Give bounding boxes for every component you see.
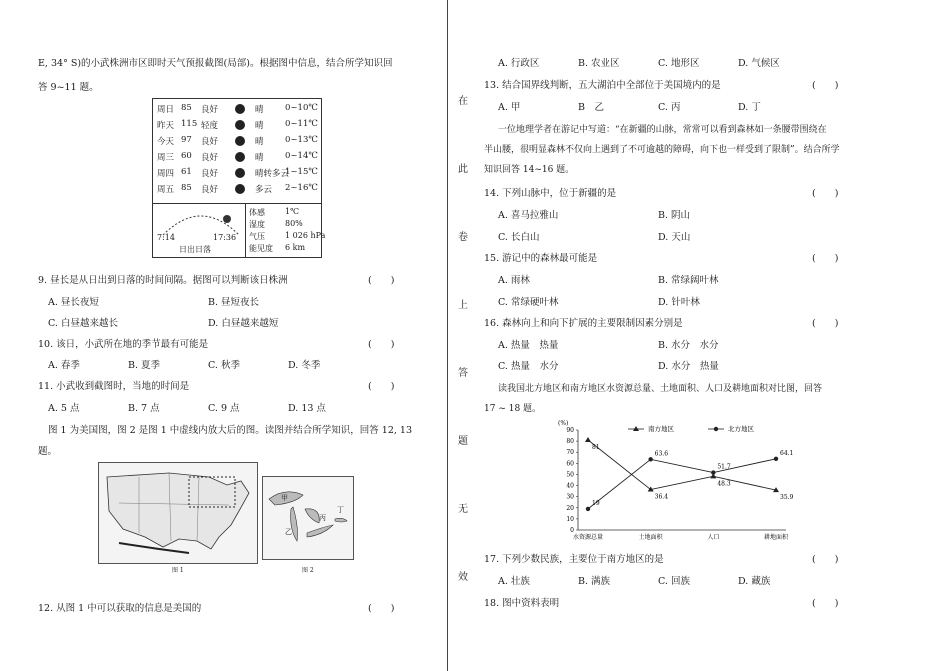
map-intro-2: 题。 <box>38 446 58 457</box>
passage-line-3: 知识回答 14~16 题。 <box>484 165 575 175</box>
intro-line-1: E, 34° S)的小武株洲市区即时天气预报截图(局部)。根据图中信息，结合所学知识回 <box>38 58 393 69</box>
q14-option-d[interactable]: D. 天山 <box>658 232 691 243</box>
q13-option-d[interactable]: D. 丁 <box>738 102 761 113</box>
q10-option-c[interactable]: C. 秋季 <box>208 360 240 371</box>
y-tick-label: 50 <box>566 471 574 479</box>
detail-value: 1 026 hPa <box>285 231 326 240</box>
q14-stem: 14. 下列山脉中，位于新疆的是 <box>484 188 617 199</box>
q16-option-a[interactable]: A. 热量 热量 <box>498 340 559 351</box>
sun-icon <box>235 184 245 194</box>
weather-q: 良好 <box>201 169 219 179</box>
sun-icon <box>235 168 245 178</box>
weather-forecast-box <box>152 98 326 258</box>
legend-label: 北方地区 <box>728 425 754 433</box>
x-tick-label: 人口 <box>707 534 720 541</box>
binding-char: 效 <box>458 572 468 583</box>
q12-paren: ( ) <box>368 603 395 614</box>
sun-icon <box>235 152 245 162</box>
q13-stem: 13. 结合国界线判断，五大湖泊中全部位于美国境内的是 <box>484 80 721 91</box>
q12-stem: 12. 从图 1 中可以获取的信息是美国的 <box>38 603 202 614</box>
q10-stem: 10. 该日，小武所在地的季节最有可能是 <box>38 339 209 350</box>
q9-option-a[interactable]: A. 昼长夜短 <box>48 297 99 308</box>
page-divider <box>447 0 448 671</box>
q11-option-b[interactable]: B. 7 点 <box>128 403 160 414</box>
detail-divider <box>245 203 246 257</box>
sun-icon <box>235 136 245 146</box>
map-intro-1: 图 1 为美国图，图 2 是图 1 中虚线内放大后的图。读图并结合所学知识，回答 12, 13 <box>48 425 412 436</box>
data-label: 64.1 <box>780 449 794 457</box>
sun-icon <box>235 120 245 130</box>
passage-line-1: 一位地理学者在游记中写道：“在新疆的山脉，常常可以看到森林如一条腰带围绕在 <box>498 125 827 135</box>
q16-option-b[interactable]: B. 水分 水分 <box>658 340 719 351</box>
binding-char: 无 <box>458 504 468 515</box>
y-tick-label: 80 <box>566 438 574 446</box>
q16-stem: 16. 森林向上和向下扩展的主要限制因素分别是 <box>484 318 683 329</box>
weather-divider <box>153 203 321 204</box>
q12-option-c[interactable]: C. 地形区 <box>658 58 700 69</box>
weather-desc: 晴转多云 <box>255 169 290 179</box>
q17-option-b[interactable]: B. 满族 <box>578 576 611 587</box>
detail-label: 气压 <box>249 232 265 241</box>
y-tick-label: 70 <box>566 449 574 457</box>
data-label: 51.7 <box>717 463 731 471</box>
q17-option-a[interactable]: A. 壮族 <box>498 576 530 587</box>
q14-option-a[interactable]: A. 喜马拉雅山 <box>498 210 559 221</box>
data-point-north <box>648 457 652 461</box>
intro-line-2: 答 9~11 题。 <box>38 82 99 93</box>
q16-option-c[interactable]: C. 热量 水分 <box>498 361 559 372</box>
sun-icon <box>235 104 245 114</box>
data-label: 81 <box>592 444 600 451</box>
sun-position-icon <box>223 215 231 223</box>
data-label: 36.4 <box>654 493 669 501</box>
weather-day: 今天 <box>157 137 175 147</box>
detail-label: 湿度 <box>249 220 265 229</box>
q15-option-b[interactable]: B. 常绿阔叶林 <box>658 275 719 286</box>
weather-temp: 1~15℃ <box>285 167 318 177</box>
q9-paren: ( ) <box>368 275 395 286</box>
q17-paren: ( ) <box>812 554 839 565</box>
q15-option-d[interactable]: D. 针叶林 <box>658 297 700 308</box>
q13-paren: ( ) <box>812 80 839 91</box>
q9-option-d[interactable]: D. 白昼越来越短 <box>208 318 279 329</box>
map2-caption: 图 2 <box>302 567 314 574</box>
great-lakes-drawing <box>263 477 353 559</box>
q10-option-b[interactable]: B. 夏季 <box>128 360 161 371</box>
detail-value: 1℃ <box>285 207 300 216</box>
binding-char: 答 <box>458 368 468 379</box>
weather-desc: 晴 <box>255 105 264 115</box>
q16-option-d[interactable]: D. 水分 热量 <box>658 361 719 372</box>
legend-marker-south <box>633 426 639 431</box>
weather-q: 良好 <box>201 105 219 115</box>
q13-option-c[interactable]: C. 丙 <box>658 102 681 113</box>
detail-label: 能见度 <box>249 244 273 253</box>
data-label: 63.6 <box>654 450 669 458</box>
chart-intro-2: 17 ~ 18 题。 <box>484 404 542 414</box>
q9-option-c[interactable]: C. 白昼越来越长 <box>48 318 118 329</box>
q12-option-d[interactable]: D. 气候区 <box>738 58 780 69</box>
q10-option-a[interactable]: A. 春季 <box>48 360 80 371</box>
q15-paren: ( ) <box>812 253 839 264</box>
map-label-ding: 丁 <box>337 506 344 514</box>
q10-option-d[interactable]: D. 冬季 <box>288 360 321 371</box>
q18-stem: 18. 图中资料表明 <box>484 598 560 609</box>
weather-desc: 多云 <box>255 185 273 195</box>
weather-day: 周三 <box>157 153 175 163</box>
q9-option-b[interactable]: B. 昼短夜长 <box>208 297 260 308</box>
y-tick-label: 10 <box>566 515 574 523</box>
q10-paren: ( ) <box>368 339 395 350</box>
q13-option-b[interactable]: B 乙 <box>578 102 604 113</box>
q15-option-c[interactable]: C. 常绿硬叶林 <box>498 297 559 308</box>
weather-q: 良好 <box>201 137 219 147</box>
weather-q: 良好 <box>201 185 219 195</box>
q11-option-c[interactable]: C. 9 点 <box>208 403 240 414</box>
y-tick-label: 40 <box>566 482 574 490</box>
x-tick-label: 水资源总量 <box>572 534 604 541</box>
detail-value: 6 km <box>285 243 306 252</box>
weather-aqi: 61 <box>181 167 192 177</box>
binding-char: 卷 <box>458 232 468 243</box>
us-map-drawing <box>99 463 257 563</box>
q17-option-c[interactable]: C. 回族 <box>658 576 690 587</box>
map-label-yi: 乙 <box>285 528 292 536</box>
data-label: 48.3 <box>717 480 731 488</box>
map1-caption: 图 1 <box>172 567 184 574</box>
q11-stem: 11. 小武收到截图时，当地的时间是 <box>38 381 190 392</box>
weather-desc: 晴 <box>255 153 264 163</box>
y-tick-label: 90 <box>566 427 574 434</box>
data-point-south <box>585 437 591 442</box>
weather-aqi: 115 <box>181 119 198 129</box>
q14-option-b[interactable]: B. 阴山 <box>658 210 691 221</box>
detail-value: 80% <box>285 219 303 228</box>
q11-option-a[interactable]: A. 5 点 <box>48 403 80 414</box>
q9-stem: 9. 昼长是从日出到日落的时间间隔。据图可以判断该日株洲 <box>38 275 288 286</box>
weather-temp: 0~10℃ <box>285 103 318 113</box>
binding-char: 在 <box>458 96 468 107</box>
sun-caption: 日出日落 <box>179 245 211 254</box>
q17-stem: 17. 下列少数民族，主要位于南方地区的是 <box>484 554 664 565</box>
map-label-jia: 甲 <box>281 494 288 502</box>
y-tick-label: 0 <box>570 527 574 534</box>
weather-temp: 0~13℃ <box>285 135 318 145</box>
weather-desc: 晴 <box>255 121 264 131</box>
map-label-bing: 丙 <box>319 514 326 522</box>
data-label: 35.9 <box>780 494 794 502</box>
us-map-figure-1 <box>98 462 258 564</box>
data-label: 19 <box>592 499 600 507</box>
weather-day: 周日 <box>157 105 175 115</box>
binding-char: 上 <box>458 300 468 311</box>
q15-stem: 15. 游记中的森林最可能是 <box>484 253 598 264</box>
q11-option-d[interactable]: D. 13 点 <box>288 403 326 414</box>
q15-option-a[interactable]: A. 雨林 <box>498 275 530 286</box>
data-point-north <box>774 457 778 461</box>
detail-label: 体感 <box>249 208 265 217</box>
great-lakes-figure-2 <box>262 476 354 560</box>
q17-option-d[interactable]: D. 藏族 <box>738 576 771 587</box>
data-point-north <box>711 470 715 474</box>
weather-day: 昨天 <box>157 121 175 131</box>
sunrise-time: 7:14 <box>157 233 175 242</box>
y-tick-label: 60 <box>566 460 574 468</box>
passage-line-2: 半山腰，很明显森林不仅向上遇到了不可逾越的障碍，向下也一样受到了限制”。结合所学 <box>484 145 840 155</box>
q12-option-b[interactable]: B. 农业区 <box>578 58 620 69</box>
weather-desc: 晴 <box>255 137 264 147</box>
line-chart <box>556 418 794 548</box>
weather-day: 周五 <box>157 185 175 195</box>
binding-char: 题 <box>458 436 468 447</box>
weather-day: 周四 <box>157 169 175 179</box>
q11-paren: ( ) <box>368 381 395 392</box>
y-tick-label: 20 <box>566 504 574 512</box>
q18-paren: ( ) <box>812 598 839 609</box>
q16-paren: ( ) <box>812 318 839 329</box>
x-tick-label: 耕地面积 <box>763 534 789 541</box>
sunset-time: 17:36 <box>213 233 237 242</box>
q13-option-a[interactable]: A. 甲 <box>498 102 521 113</box>
y-axis-label: (%) <box>558 420 569 427</box>
weather-temp: 2~16℃ <box>285 183 318 193</box>
y-tick-label: 30 <box>566 493 574 501</box>
weather-q: 轻度 <box>201 121 219 131</box>
weather-aqi: 85 <box>181 103 192 113</box>
x-tick-label: 土地面积 <box>638 534 663 541</box>
data-point-north <box>586 507 590 511</box>
q14-paren: ( ) <box>812 188 839 199</box>
weather-aqi: 97 <box>181 135 192 145</box>
q14-option-c[interactable]: C. 长白山 <box>498 232 540 243</box>
weather-temp: 0~14℃ <box>285 151 318 161</box>
legend-label: 南方地区 <box>648 425 674 433</box>
weather-aqi: 85 <box>181 183 192 193</box>
weather-aqi: 60 <box>181 151 192 161</box>
chart-intro-1: 读我国北方地区和南方地区水资源总量、土地面积、人口及耕地面积对比图，回答 <box>498 384 823 394</box>
q12-option-a[interactable]: A. 行政区 <box>498 58 540 69</box>
weather-temp: 0~11℃ <box>285 119 318 129</box>
weather-q: 良好 <box>201 153 219 163</box>
binding-char: 此 <box>458 164 468 175</box>
